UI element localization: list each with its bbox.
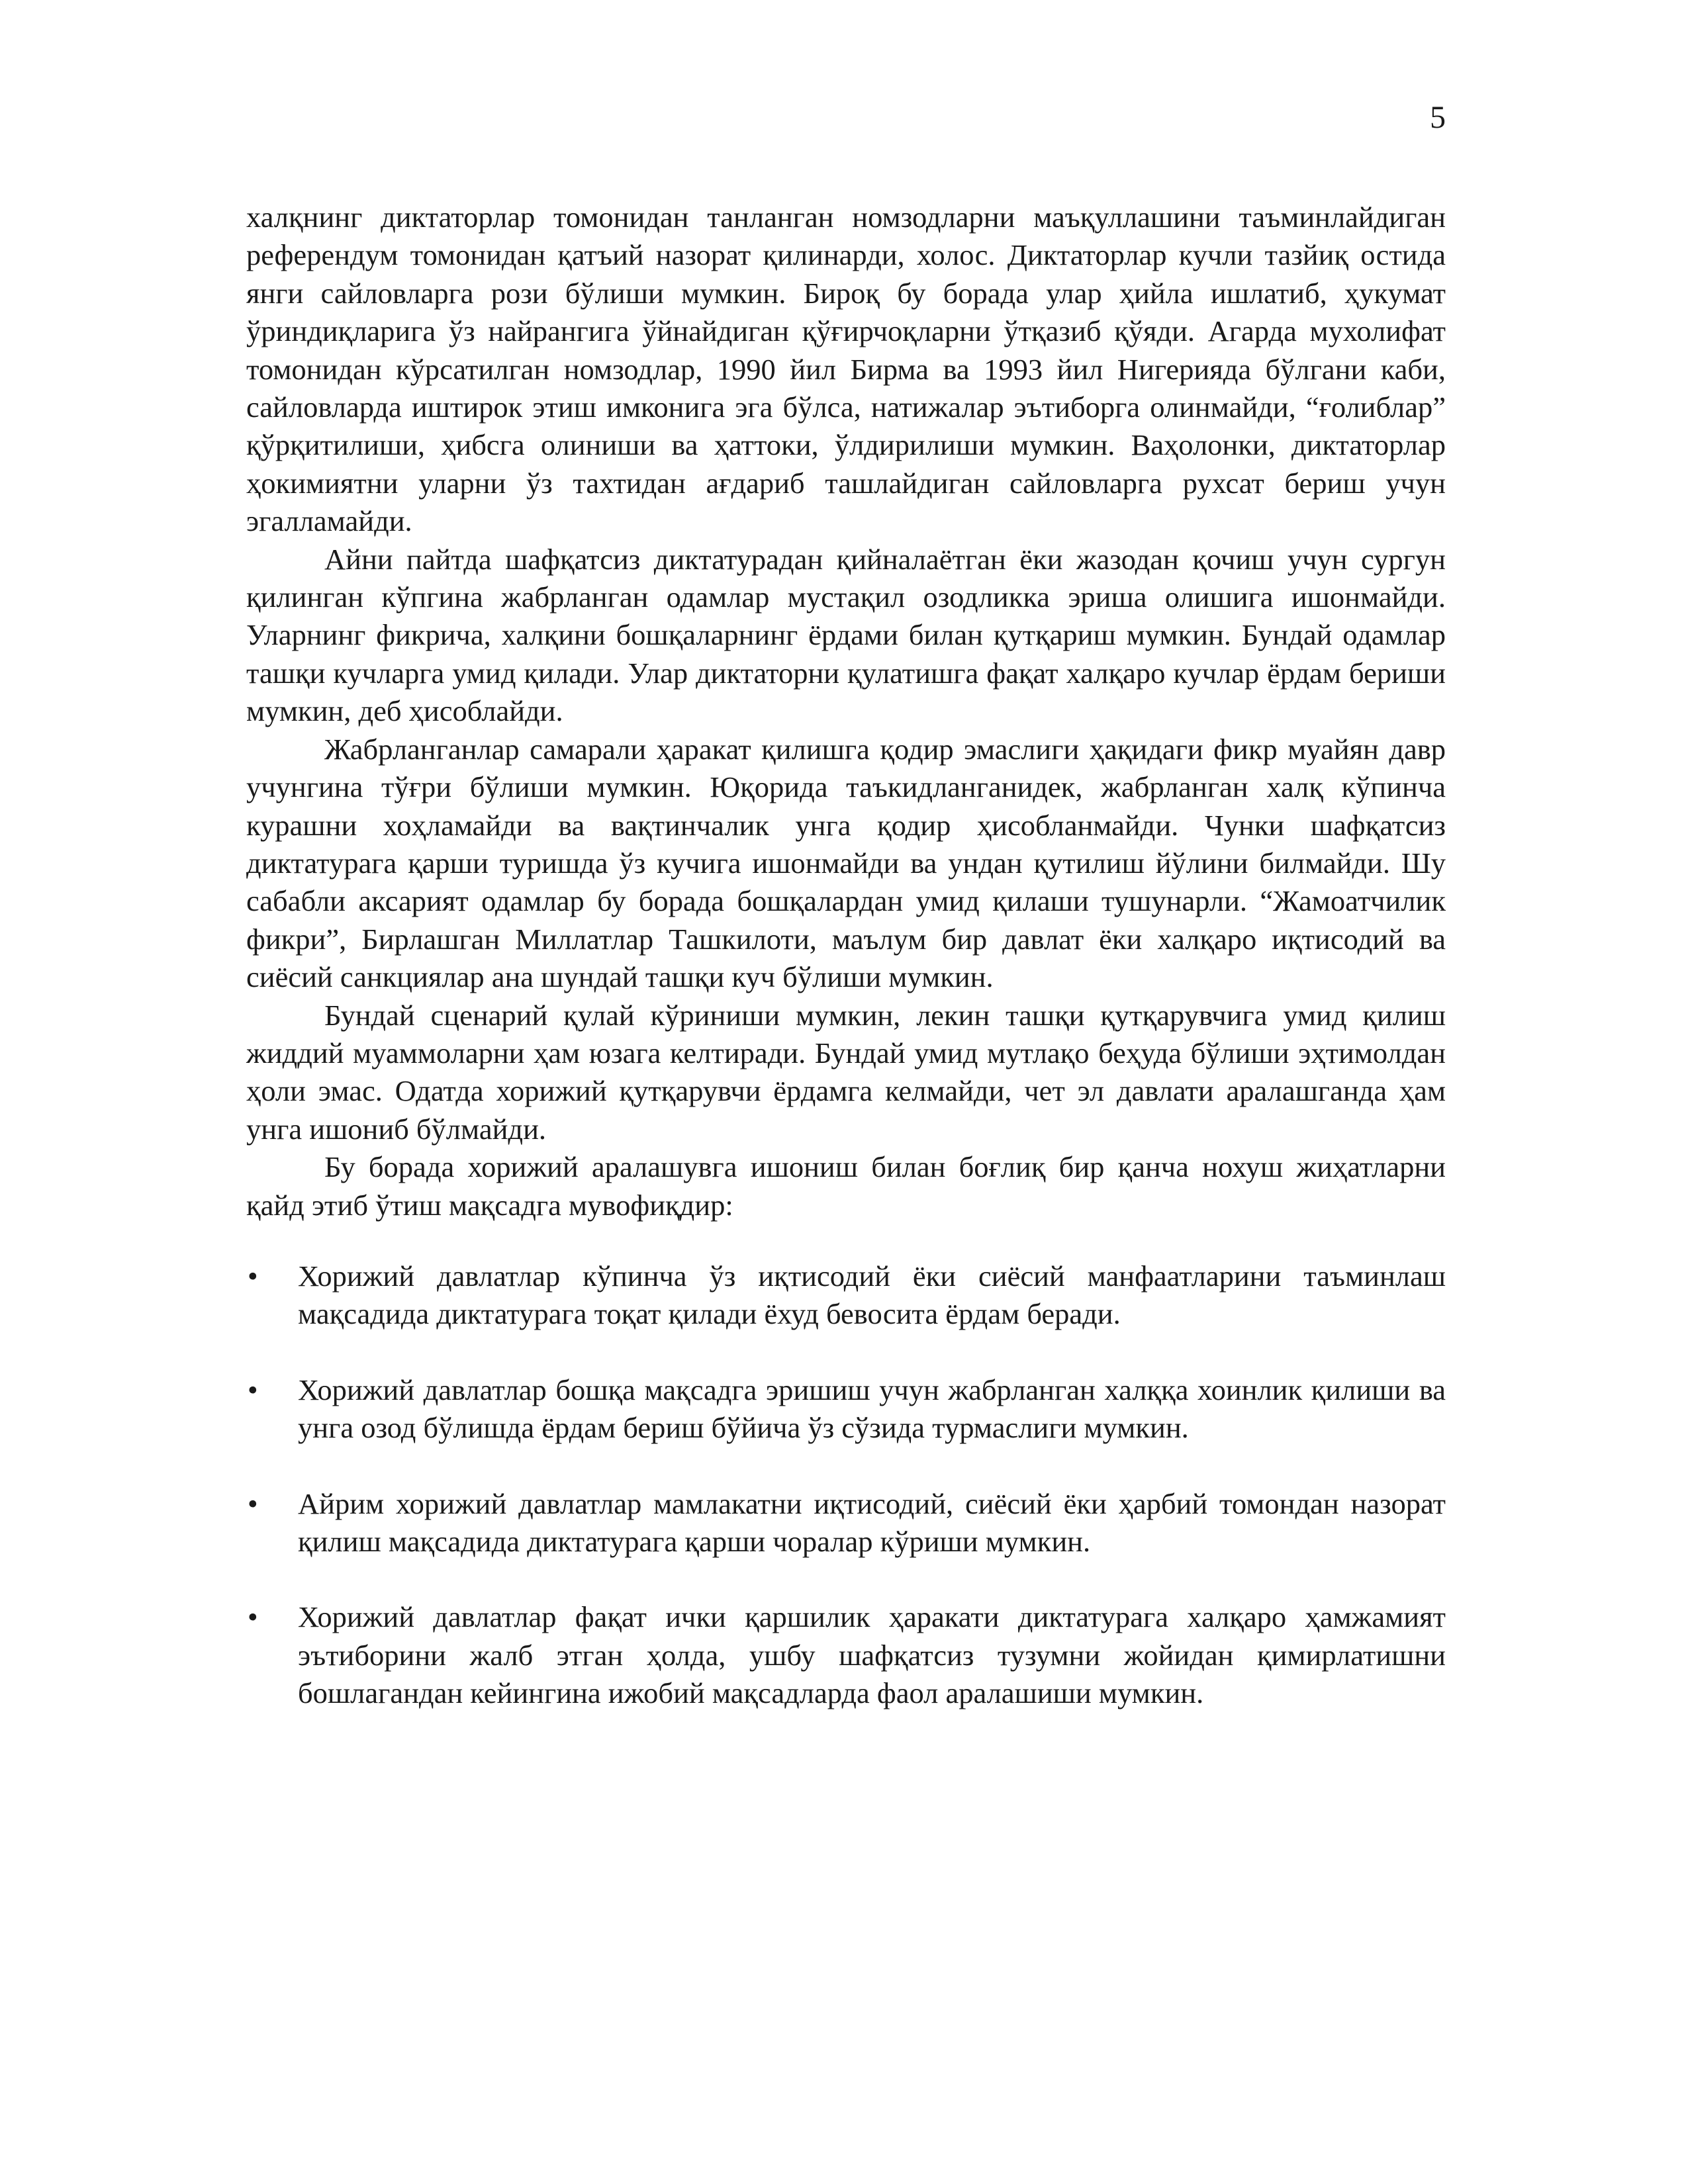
page-number: 5 [1430,100,1446,135]
list-item-text: Хорижий давлатлар фақат ички қаршилик ҳаракати диктатурага халқаро ҳамжамият эътиборини жалб этган ҳолда, ушбу шафқатсиз тузумни жойидан қимирлатишни бошлагандан кейингина ижобий мақсадларда фаол аралашиши мумкин. [298,1600,1446,1710]
paragraph-foreign-help: Айни пайтда шафқатсиз диктатурадан қийналаётган ёки жазодан қочиш учун сургун қилинган кўпгина жабрланган одамлар мустақил озодликка эриша олишига ишонмайди. Уларнинг фикрича, халқини бошқаларнинг ёрдами билан қутқариш мумкин. Бундай одамлар ташқи кучларга умид қилади. Улар диктаторни қулатишга фақат халқаро кучлар ёрдам бериши мумкин, деб ҳисоблайди. [246,542,1446,728]
bullet-icon: • [248,1373,258,1406]
paragraph-victims-ability: Жабрланганлар самарали ҳаракат қилишга қодир эмаслиги ҳақидаги фикр муайян давр учунгина тўғри бўлиши мумкин. Юқорида таъкидланганидек, жабрланган халқ кўпинча курашни хоҳламайди ва вақтинчалик унга қодир ҳисобланмайди. Чунки шафқатсиз диктатурага қарши туришда ўз кучига ишонмайди ва ундан қутилиш йўлини билмайди. Шу сабабли аксарият одамлар бу борада бошқалардан умид қилаши тушунарли. “Жамоатчилик фикри”, Бирлашган Миллатлар Ташкилоти, маълум бир давлат ёки халқаро иқтисодий ва сиёсий санкциялар ана шундай ташқи куч бўлиши мумкин. [246,732,1446,994]
bullet-icon: • [248,1259,258,1293]
document-body [246,199,1446,1751]
list-item [246,1485,1446,1561]
paragraph-scenario: Бундай сценарий қулай кўриниши мумкин, лекин ташқи қутқарувчига умид қилиш жиддий муаммоларни ҳам юзага келтиради. Бундай умид мутлақо беҳуда бўлиши эҳтимолдан ҳоли эмас. Одатда хорижий қутқарувчи ёрдамга келмайди, чет эл давлати аралашганда ҳам унга ишониб бўлмайди. [246,998,1446,1146]
paragraph-continued: халқнинг диктаторлар томонидан танланган номзодларни маъқуллашини таъминлайдиган референдум томонидан қатъий назорат қилинарди, холос. Диктаторлар кучли тазйиқ остида янги сайловларга рози бўлиши мумкин. Бироқ бу борада улар ҳийла ишлатиб, ҳукумат ўриндиқларига ўз найрангига ўйнайдиган қўғирчоқларни ўтқазиб қўяди. Агарда мухолифат томонидан кўрсатилган номзодлар, 1990 йил Бирма ва 1993 йил Нигерияда бўлгани каби, сайловларда иштирок этиш имконига эга бўлса, натижалар эътиборга олинмайди, “ғолиблар” қўрқитилиши, ҳибсга олиниши ва ҳаттоки, ўлдирилиши мумкин. Ваҳолонки, диктаторлар ҳокимиятни уларни ўз тахтидан ағдариб ташлайдиган сайловларга рухсат бериш учун эгалламайди. [246,201,1446,538]
list-item [246,1371,1446,1447]
list-item-text: Хорижий давлатлар бошқа мақсадга эришиш учун жабрланган халққа хоинлик қилиши ва унга озод бўлишда ёрдам бериш бўйича ўз сўзида турмаслиги мумкин. [298,1373,1446,1445]
list-item [246,1598,1446,1712]
list-item-text: Айрим хорижий давлатлар мамлакатни иқтисодий, сиёсий ёки ҳарбий томондан назорат қилиш мақсадида диктатурага қарши чоралар кўриши мумкин. [298,1486,1446,1558]
list-item-text: Хорижий давлатлар кўпинча ўз иқтисодий ёки сиёсий манфаатларини таъминлаш мақсадида диктатурага тоқат қилади ёхуд бевосита ёрдам беради. [298,1259,1446,1331]
bullet-list [246,1257,1446,1713]
bullet-icon: • [248,1486,258,1520]
paragraph-intro-list: Бу борада хорижий аралашувга ишониш билан боғлиқ бир қанча нохуш жиҳатларни қайд этиб ўтиш мақсадга мувофиқдир: [246,1150,1446,1222]
bullet-icon: • [248,1600,258,1634]
list-item [246,1257,1446,1334]
